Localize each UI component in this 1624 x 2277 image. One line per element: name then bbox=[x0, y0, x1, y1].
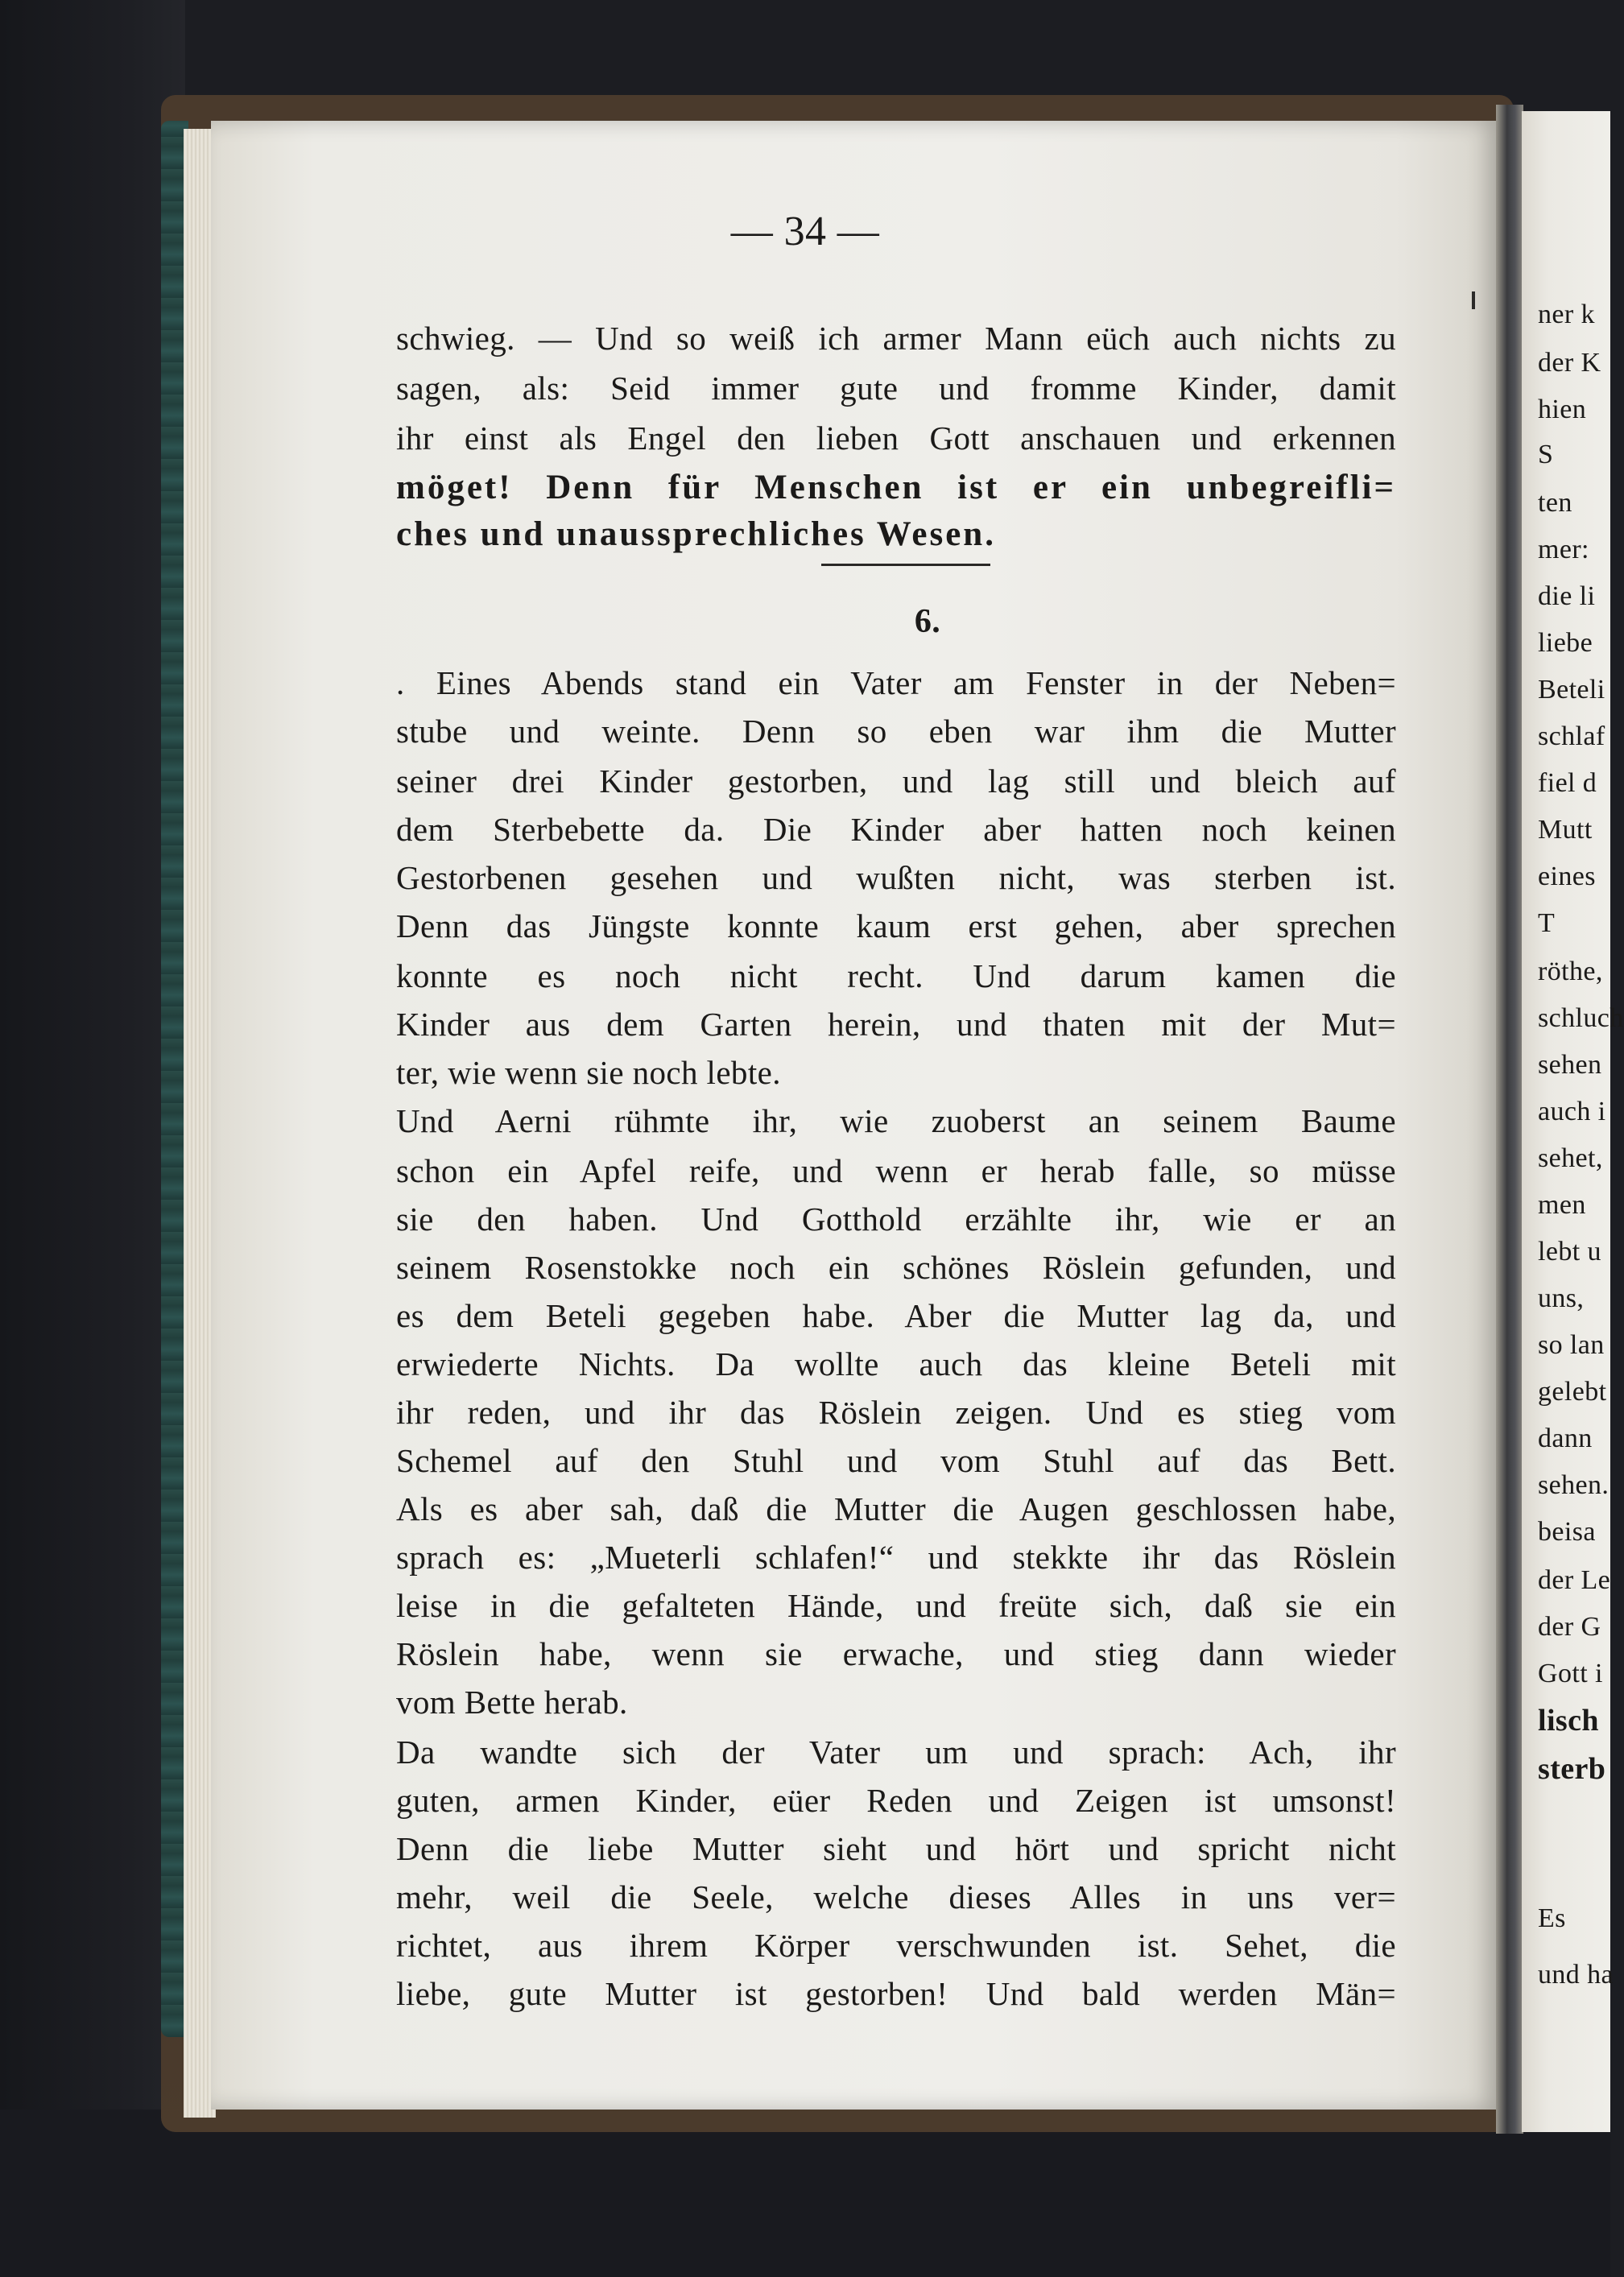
text-line: mehr, weil die Seele, welche dieses Alles in uns ver= bbox=[396, 1878, 1396, 1915]
text-line: Denn die liebe Mutter sieht und hört und spricht nicht bbox=[396, 1830, 1396, 1867]
text-line: sehet, bbox=[1538, 1143, 1603, 1173]
text-line: Als es aber sah, daß die Mutter die Augen geschlossen habe, bbox=[396, 1490, 1396, 1527]
text-line: vom Bette herab. bbox=[396, 1684, 628, 1721]
text-line: es dem Beteli gegeben habe. Aber die Mutter lag da, und bbox=[396, 1297, 1396, 1334]
text-line: uns, bbox=[1538, 1283, 1585, 1313]
text-line: der G bbox=[1538, 1612, 1601, 1642]
text-line: liebe bbox=[1538, 628, 1593, 658]
text-line: schlaf bbox=[1538, 721, 1605, 751]
text-line: guten, armen Kinder, eüer Reden und Zeigen ist umsonst! bbox=[396, 1782, 1396, 1819]
backdrop bbox=[0, 0, 185, 2277]
text-line: dann bbox=[1538, 1424, 1593, 1453]
text-line: men bbox=[1538, 1190, 1586, 1220]
text-line: ter, wie wenn sie noch lebte. bbox=[396, 1054, 781, 1091]
text-line: röthe, bbox=[1538, 957, 1603, 986]
text-line: sie den haben. Und Gotthold erzählte ihr, wie er an bbox=[396, 1200, 1396, 1238]
text-line: richtet, aus ihrem Körper verschwunden ist. Sehet, die bbox=[396, 1927, 1396, 1964]
text-line: der K bbox=[1538, 348, 1601, 378]
text-line: Röslein habe, wenn sie erwache, und stieg dann wieder bbox=[396, 1635, 1396, 1672]
text-line: dem Sterbebette da. Die Kinder aber hatten noch keinen bbox=[396, 811, 1396, 848]
text-line: Kinder aus dem Garten herein, und thaten mit der Mut= bbox=[396, 1006, 1396, 1043]
text-line: lisch bbox=[1538, 1704, 1599, 1738]
text-line: Denn das Jüngste konnte kaum erst gehen, aber sprechen bbox=[396, 907, 1396, 944]
margin-mark bbox=[1472, 291, 1475, 309]
text-line: ches und unaussprechliches Wesen. bbox=[396, 515, 996, 553]
text-line: und ha bbox=[1538, 1960, 1614, 1990]
text-line: ten bbox=[1538, 488, 1572, 518]
book-gutter bbox=[1496, 105, 1523, 2134]
page-number: — 34 — bbox=[730, 209, 880, 254]
text-line: fiel d bbox=[1538, 768, 1597, 798]
text-line: Beteli bbox=[1538, 675, 1605, 705]
text-line: so lan bbox=[1538, 1330, 1605, 1360]
backdrop-bottom bbox=[0, 2110, 1610, 2277]
text-line: schluch bbox=[1538, 1003, 1624, 1033]
text-line: liebe, gute Mutter ist gestorben! Und bald werden Män= bbox=[396, 1975, 1396, 2012]
text-line: mer: bbox=[1538, 535, 1589, 564]
text-line: eines bbox=[1538, 862, 1596, 891]
text-line: Gestorbenen gesehen und wußten nicht, was sterben ist. bbox=[396, 859, 1396, 896]
text-line: ihr reden, und ihr das Röslein zeigen. Und es stieg vom bbox=[396, 1394, 1396, 1431]
text-line: S bbox=[1538, 440, 1554, 469]
text-line: konnte es noch nicht recht. Und darum kamen die bbox=[396, 957, 1396, 994]
text-line: ihr einst als Engel den lieben Gott anschauen und erkennen bbox=[396, 419, 1396, 457]
text-line: stube und weinte. Denn so eben war ihm die Mutter bbox=[396, 713, 1396, 750]
text-line: Gott i bbox=[1538, 1659, 1603, 1688]
text-line: sprach es: „Mueterli schlafen!“ und stekkte ihr das Röslein bbox=[396, 1539, 1396, 1576]
text-line: lebt u bbox=[1538, 1237, 1601, 1267]
text-line: ner k bbox=[1538, 300, 1595, 329]
text-line: Es bbox=[1538, 1903, 1566, 1933]
text-line: Schemel auf den Stuhl und vom Stuhl auf das Bett. bbox=[396, 1442, 1396, 1479]
text-line: Mutt bbox=[1538, 815, 1593, 845]
text-line: Und Aerni rühmte ihr, wie zuoberst an seinem Baume bbox=[396, 1102, 1396, 1139]
text-line: beisa bbox=[1538, 1517, 1596, 1547]
text-line: T bbox=[1538, 908, 1556, 938]
text-line: möget! Denn für Menschen ist er ein unbegreifli= bbox=[396, 469, 1396, 506]
text-line: sehen bbox=[1538, 1050, 1602, 1080]
text-line: auch i bbox=[1538, 1097, 1606, 1126]
text-line: seinem Rosenstokke noch ein schönes Röslein gefunden, und bbox=[396, 1249, 1396, 1286]
section-divider bbox=[821, 564, 990, 566]
text-line: sehen. bbox=[1538, 1470, 1610, 1500]
text-line: die li bbox=[1538, 581, 1596, 611]
text-line: schon ein Apfel reife, und wenn er herab falle, so müsse bbox=[396, 1152, 1396, 1189]
text-line: der Le bbox=[1538, 1565, 1611, 1595]
text-line: seiner drei Kinder gestorben, und lag still und bleich auf bbox=[396, 762, 1396, 800]
text-line: hien bbox=[1538, 395, 1587, 424]
section-number: 6. bbox=[914, 603, 941, 640]
text-line: sterb bbox=[1538, 1752, 1606, 1786]
text-line: gelebt bbox=[1538, 1377, 1607, 1407]
text-line: schwieg. — Und so weiß ich armer Mann eüch auch nichts zu bbox=[396, 320, 1396, 357]
text-line: sagen, als: Seid immer gute und fromme Kinder, damit bbox=[396, 370, 1396, 407]
text-line: Da wandte sich der Vater um und sprach: Ach, ihr bbox=[396, 1734, 1396, 1771]
text-line: . Eines Abends stand ein Vater am Fenster in der Neben= bbox=[396, 664, 1396, 701]
text-line: leise in die gefalteten Hände, und freüte sich, daß sie ein bbox=[396, 1587, 1396, 1624]
text-line: erwiederte Nichts. Da wollte auch das kleine Beteli mit bbox=[396, 1345, 1396, 1382]
